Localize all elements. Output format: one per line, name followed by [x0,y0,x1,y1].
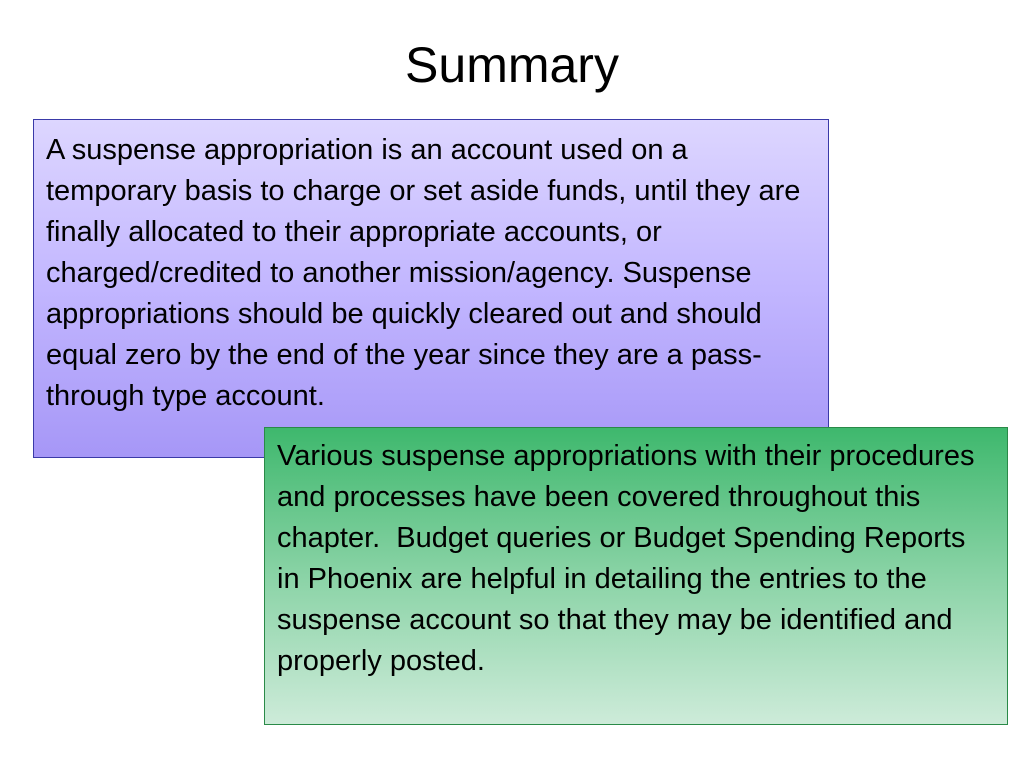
detail-text: Various suspense appropriations with their procedures and processes have been covered throughout this chapter. Budget queries or Budget Spending Reports in Phoenix are helpful in detailing the entries to the suspense account so that they may be identified and properly posted. [277,440,983,677]
summary-text: A suspense appropriation is an account used on a temporary basis to charge or set aside funds, until they are finally allocated to their appropriate accounts, or charged/credited to another mission/agency. Suspense appropriations should be quickly cleared out and should equal zero by the end of the year since they are a pass-through type account. [46,134,801,412]
detail-text-box [264,427,1008,725]
slide-title: Summary [405,37,619,93]
summary-text-box [33,119,829,458]
